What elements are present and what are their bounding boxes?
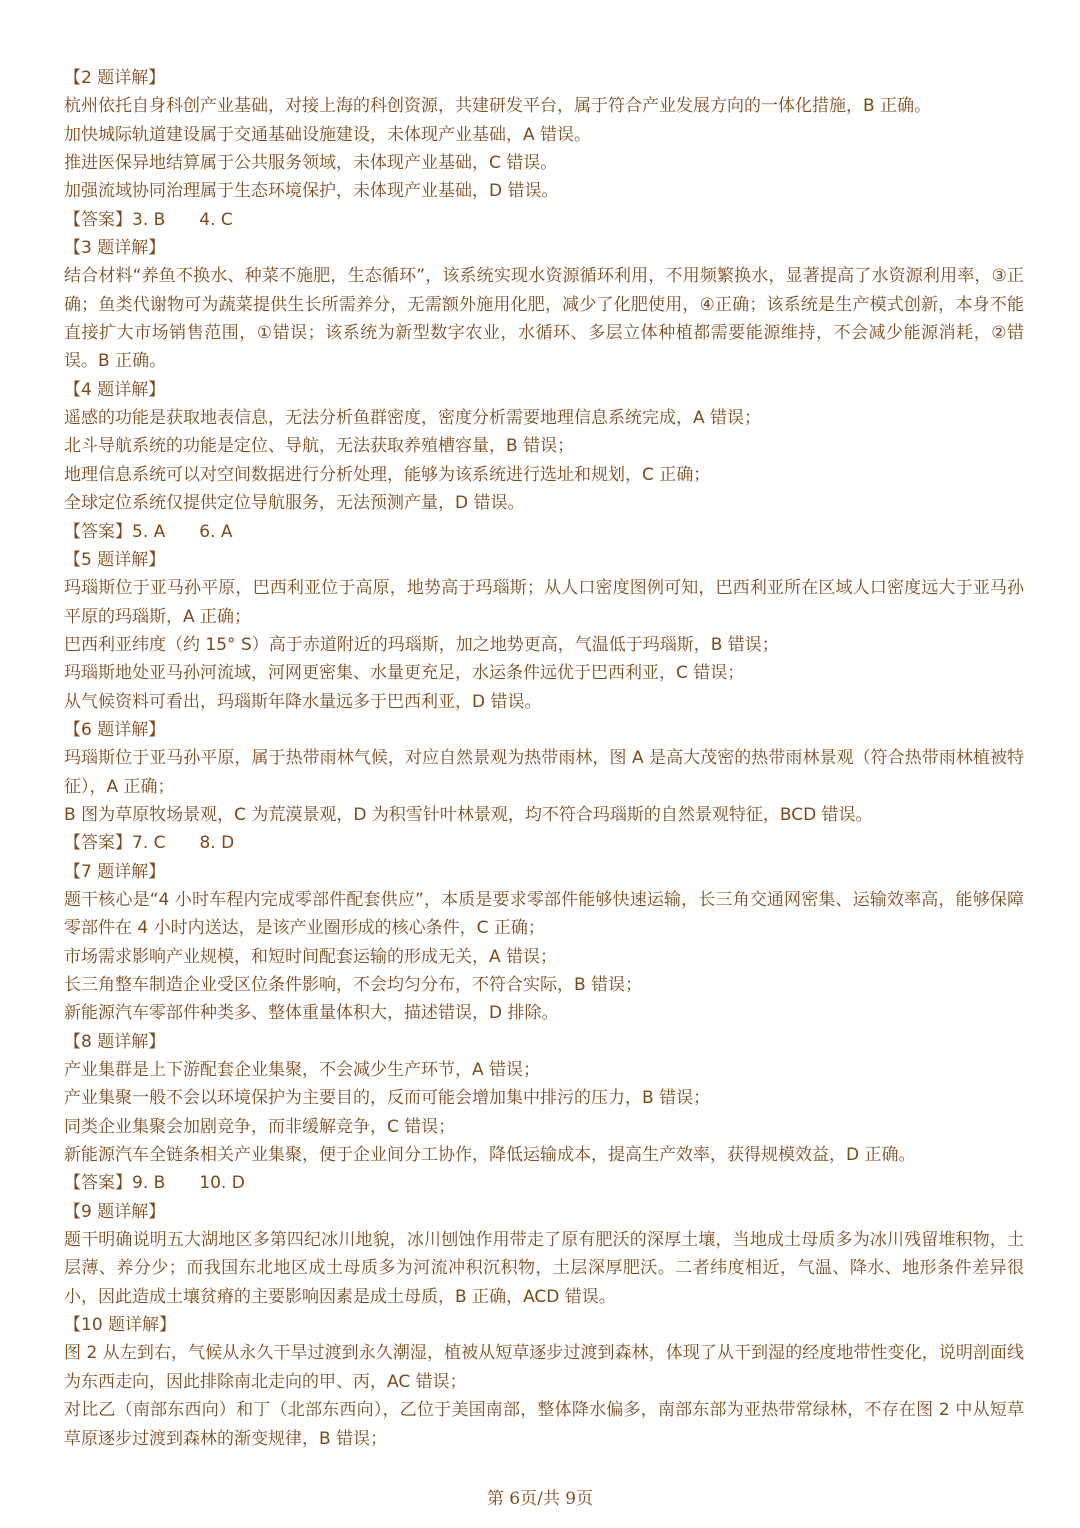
explanation-paragraph: 玛瑙斯地处亚马孙河流域，河网更密集、水量更充足，水运条件远优于巴西利亚，C 错误；: [64, 663, 745, 684]
explanation-paragraph: 加快城际轨道建设属于交通基础设施建设，未体现产业基础，A 错误。: [64, 124, 592, 145]
section-heading: 【3 题详解】: [64, 238, 166, 259]
section-heading: 【答案】3. B 4. C: [64, 209, 233, 230]
explanation-paragraph: 产业集群是上下游配套企业集聚，不会减少生产环节，A 错误；: [64, 1060, 541, 1081]
section-heading: 【8 题详解】: [64, 1031, 166, 1052]
explanation-paragraph: 对比乙（南部东西向）和丁（北部东西向），乙位于美国南部，整体降水偏多，南部东部为亚热带常绿林，不存在图 2 中从短草草原逐步过渡到森林的渐变规律，B 错误；: [64, 1400, 1024, 1449]
document-body: [64, 64, 1024, 1453]
explanation-paragraph: 地理信息系统可以对空间数据进行分析处理，能够为该系统进行选址和规划，C 正确；: [64, 464, 711, 485]
explanation-paragraph: 结合材料“养鱼不换水、种菜不施肥，生态循环”，该系统实现水资源循环利用，不用频繁换水，显著提高了水资源利用率，③正确；鱼类代谢物可为蔬菜提供生长所需养分，无需额外施用化肥，减少了化肥使用，④正确；该系统是生产模式创新，本身不能直接扩大市场销售范围，①错误；该系统为新型数字农业，水循环、多层立体种植都需要能源维持，不会减少能源消耗，②错误。B 正确。: [64, 266, 1024, 372]
explanation-paragraph: 推进医保异地结算属于公共服务领域，未体现产业基础，C 错误。: [64, 153, 558, 174]
explanation-paragraph: 玛瑙斯位于亚马孙平原，属于热带雨林气候，对应自然景观为热带雨林，图 A 是高大茂密的热带雨林景观（符合热带雨林植被特征），A 正确；: [64, 748, 1024, 797]
section-heading: 【4 题详解】: [64, 379, 166, 400]
explanation-paragraph: 从气候资料可看出，玛瑙斯年降水量远多于巴西利亚，D 错误。: [64, 691, 542, 712]
explanation-paragraph: 图 2 从左到右，气候从永久干旱过渡到永久潮湿，植被从短草逐步过渡到森林，体现了从干到湿的经度地带性变化，说明剖面线为东西走向，因此排除南北走向的甲、丙，AC 错误；: [64, 1343, 1024, 1392]
explanation-paragraph: 北斗导航系统的功能是定位、导航，无法获取养殖槽容量，B 错误；: [64, 436, 575, 457]
explanation-paragraph: 新能源汽车零部件种类多、整体重量体积大，描述错误，D 排除。: [64, 1003, 559, 1024]
explanation-paragraph: 杭州依托自身科创产业基础，对接上海的科创资源，共建研发平台，属于符合产业发展方向的一体化措施，B 正确。: [64, 96, 932, 117]
explanation-paragraph: B 图为草原牧场景观，C 为荒漠景观，D 为积雪针叶林景观，均不符合玛瑙斯的自然景观特征，BCD 错误。: [64, 804, 873, 825]
page-number-footer: 第 6页/共 9页: [486, 1489, 594, 1509]
explanation-paragraph: 同类企业集聚会加剧竞争，而非缓解竞争，C 错误；: [64, 1116, 456, 1137]
section-heading: 【答案】7. C 8. D: [64, 833, 235, 854]
section-heading: 【答案】9. B 10. D: [64, 1173, 245, 1194]
explanation-paragraph: 加强流域协同治理属于生态环境保护，未体现产业基础，D 错误。: [64, 181, 559, 202]
section-heading: 【5 题详解】: [64, 549, 166, 570]
explanation-paragraph: 全球定位系统仅提供定位导航服务，无法预测产量，D 错误。: [64, 493, 525, 514]
explanation-paragraph: 巴西利亚纬度（约 15° S）高于赤道附近的玛瑙斯，加之地势更高，气温低于玛瑙斯，B 错误；: [64, 634, 779, 655]
section-heading: 【2 题详解】: [64, 68, 166, 88]
explanation-paragraph: 新能源汽车全链条相关产业集聚，便于企业间分工协作，降低运输成本，提高生产效率，获得规模效益，D 正确。: [64, 1145, 916, 1166]
explanation-paragraph: 玛瑙斯位于亚马孙平原，巴西利亚位于高原，地势高于玛瑙斯；从人口密度图例可知，巴西利亚所在区域人口密度远大于亚马孙平原的玛瑙斯，A 正确；: [64, 578, 1024, 627]
explanation-paragraph: 遥感的功能是获取地表信息，无法分析鱼群密度，密度分析需要地理信息系统完成，A 错误；: [64, 408, 762, 429]
section-heading: 【10 题详解】: [64, 1315, 177, 1336]
section-heading: 【答案】5. A 6. A: [64, 521, 233, 542]
explanation-paragraph: 市场需求影响产业规模，和短时间配套运输的形成无关，A 错误；: [64, 946, 558, 967]
section-heading: 【6 题详解】: [64, 719, 166, 740]
section-heading: 【9 题详解】: [64, 1201, 166, 1222]
explanation-paragraph: 长三角整车制造企业受区位条件影响，不会均匀分布，不符合实际，B 错误；: [64, 975, 643, 995]
explanation-paragraph: 题干明确说明五大湖地区多第四纪冰川地貌，冰川刨蚀作用带走了原有肥沃的深厚土壤，当地成土母质多为冰川残留堆积物，土层薄、养分少；而我国东北地区成土母质多为河流冲积沉积物，土层深厚肥沃。二者纬度相近，气温、降水、地形条件差异很小，因此造成土壤贫瘠的主要影响因素是成土母质，B 正确，ACD 错误。: [64, 1230, 1024, 1307]
explanation-paragraph: 题干核心是“4 小时车程内完成零部件配套供应”，本质是要求零部件能够快速运输，长三角交通网密集、运输效率高，能够保障零部件在 4 小时内送达，是该产业圈形成的核心条件，C 正确；: [64, 889, 1024, 939]
explanation-paragraph: 产业集聚一般不会以环境保护为主要目的，反而可能会增加集中排污的压力，B 错误；: [64, 1088, 711, 1109]
section-heading: 【7 题详解】: [64, 861, 166, 882]
